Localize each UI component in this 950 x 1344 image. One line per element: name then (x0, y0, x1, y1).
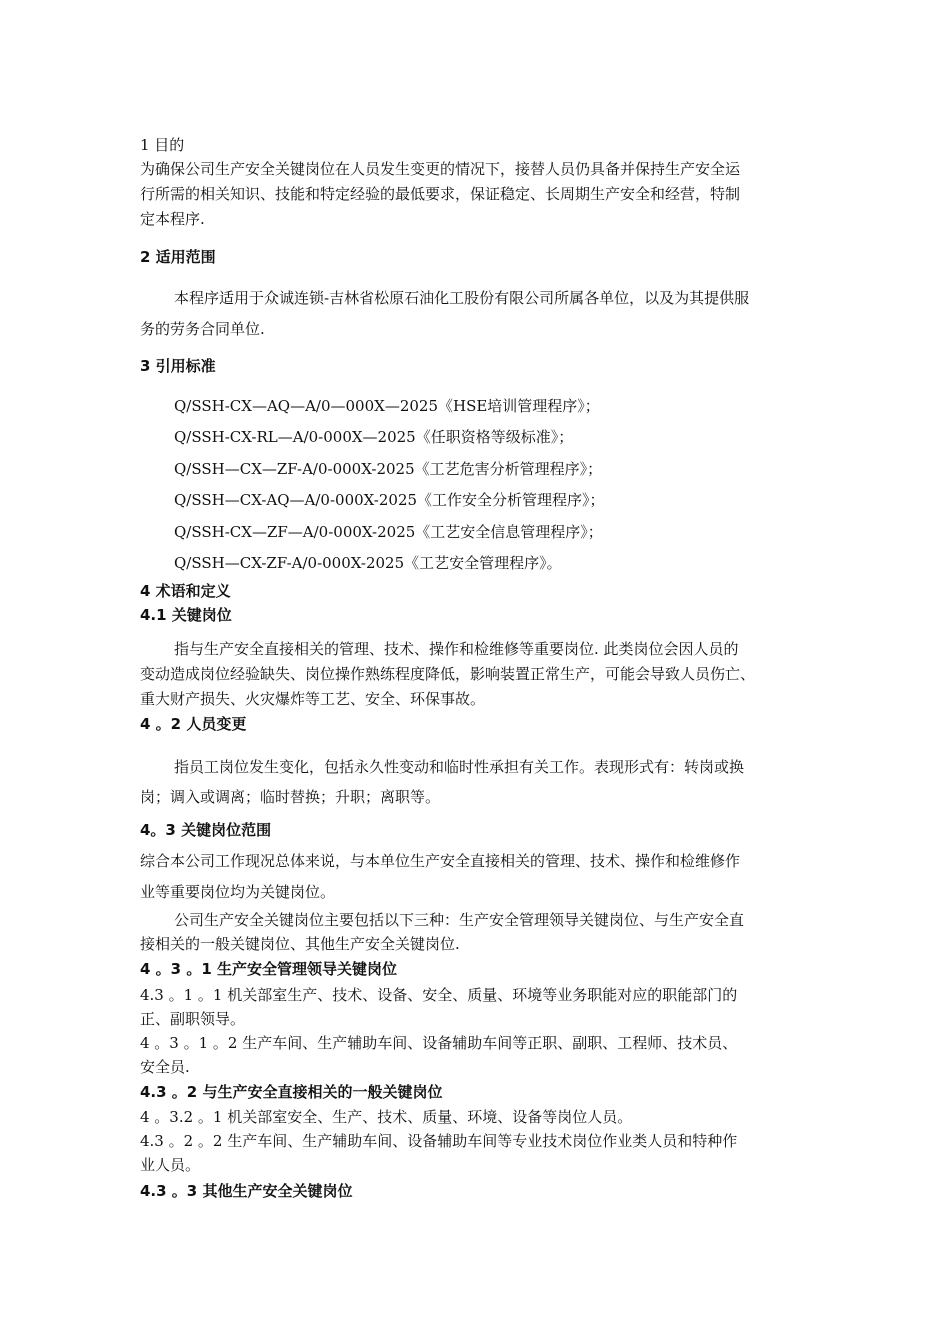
list-item-line: 4 。3.2 。1 机关部室安全、生产、技术、质量、环境、设备等岗位人员。 (140, 1108, 633, 1126)
reference-item: Q/SSH—CX-AQ—A/0-000X-2025《工作安全分析管理程序》； (174, 491, 605, 509)
section-4-1-paragraph-line: 变动造成岗位经验缺失、岗位操作熟练程度降低，影响装置正常生产，可能会导致人员伤亡、 (140, 665, 756, 683)
section-4-1-paragraph-line: 重大财产损失、火灾爆炸等工艺、安全、环保事故。 (140, 690, 486, 708)
section-1-title: 1 目的 (140, 136, 185, 154)
section-4-3-paragraph-line: 公司生产安全关键岗位主要包括以下三种：生产安全管理领导关键岗位、与生产安全直 (174, 911, 745, 929)
section-2-paragraph-line: 务的劳务合同单位. (140, 320, 265, 338)
section-4-1-title: 4.1 关键岗位 (140, 606, 232, 624)
section-1-paragraph-line: 行所需的相关知识、技能和特定经验的最低要求，保证稳定、长周期生产安全和经营，特制 (140, 185, 741, 203)
section-2-title: 2 适用范围 (140, 248, 216, 266)
list-item-line: 4 。3 。1 。2 生产车间、生产辅助车间、设备辅助车间等正职、副职、工程师、技术员、 (140, 1034, 738, 1052)
reference-item: Q/SSH-CX—AQ—A/0—000X—2025《HSE培训管理程序》； (174, 397, 600, 415)
section-4-3-paragraph-line: 综合本公司工作现况总体来说，与本单位生产安全直接相关的管理、技术、操作和检维修作 (140, 852, 741, 870)
section-4-3-paragraph-line: 接相关的一般关键岗位、其他生产安全关键岗位. (140, 935, 460, 953)
section-4-3-title: 4。3 关键岗位范围 (140, 821, 272, 839)
section-4-3-2-title: 4.3 。2 与生产安全直接相关的一般关键岗位 (140, 1083, 443, 1101)
section-4-1-paragraph-line: 指与生产安全直接相关的管理、技术、操作和检维修等重要岗位. 此类岗位会因人员的 (174, 640, 739, 658)
reference-item: Q/SSH—CX—ZF-A/0-000X-2025《工艺危害分析管理程序》； (174, 460, 603, 478)
section-4-3-paragraph-line: 业等重要岗位均为关键岗位。 (140, 883, 336, 901)
reference-item: Q/SSH-CX—ZF—A/0-000X-2025《工艺安全信息管理程序》； (174, 523, 603, 541)
section-2-paragraph-line: 本程序适用于众诚连锁-吉林省松原石油化工股份有限公司所属各单位，以及为其提供服 (174, 289, 750, 307)
list-item-line: 安全员. (140, 1058, 190, 1076)
reference-item: Q/SSH-CX-RL—A/0-000X—2025《任职资格等级标准》； (174, 428, 574, 446)
section-4-title: 4 术语和定义 (140, 582, 231, 600)
section-1-paragraph-line: 为确保公司生产安全关键岗位在人员发生变更的情况下，接替人员仍具备并保持生产安全运 (140, 160, 741, 178)
reference-item: Q/SSH—CX-ZF-A/0-000X-2025《工艺安全管理程序》。 (174, 554, 562, 572)
section-4-2-title: 4 。2 人员变更 (140, 715, 247, 733)
list-item-line: 4.3 。1 。1 机关部室生产、技术、设备、安全、质量、环境等业务职能对应的职能部门的 (140, 986, 738, 1004)
list-item-line: 4.3 。2 。2 生产车间、生产辅助车间、设备辅助车间等专业技术岗位作业类人员和特种作 (140, 1132, 738, 1150)
section-3-title: 3 引用标准 (140, 357, 216, 375)
list-item-line: 业人员。 (140, 1156, 201, 1174)
section-4-3-1-title: 4 。3 。1 生产安全管理领导关键岗位 (140, 960, 397, 978)
section-4-2-paragraph-line: 岗；调入或调离；临时替换；升职；离职等。 (140, 788, 441, 806)
section-4-3-3-title: 4.3 。3 其他生产安全关键岗位 (140, 1182, 353, 1200)
section-1-paragraph-line: 定本程序. (140, 210, 205, 228)
list-item-line: 正、副职领导。 (140, 1010, 246, 1028)
section-4-2-paragraph-line: 指员工岗位发生变化，包括永久性变动和临时性承担有关工作。表现形式有：转岗或换 (174, 758, 745, 776)
